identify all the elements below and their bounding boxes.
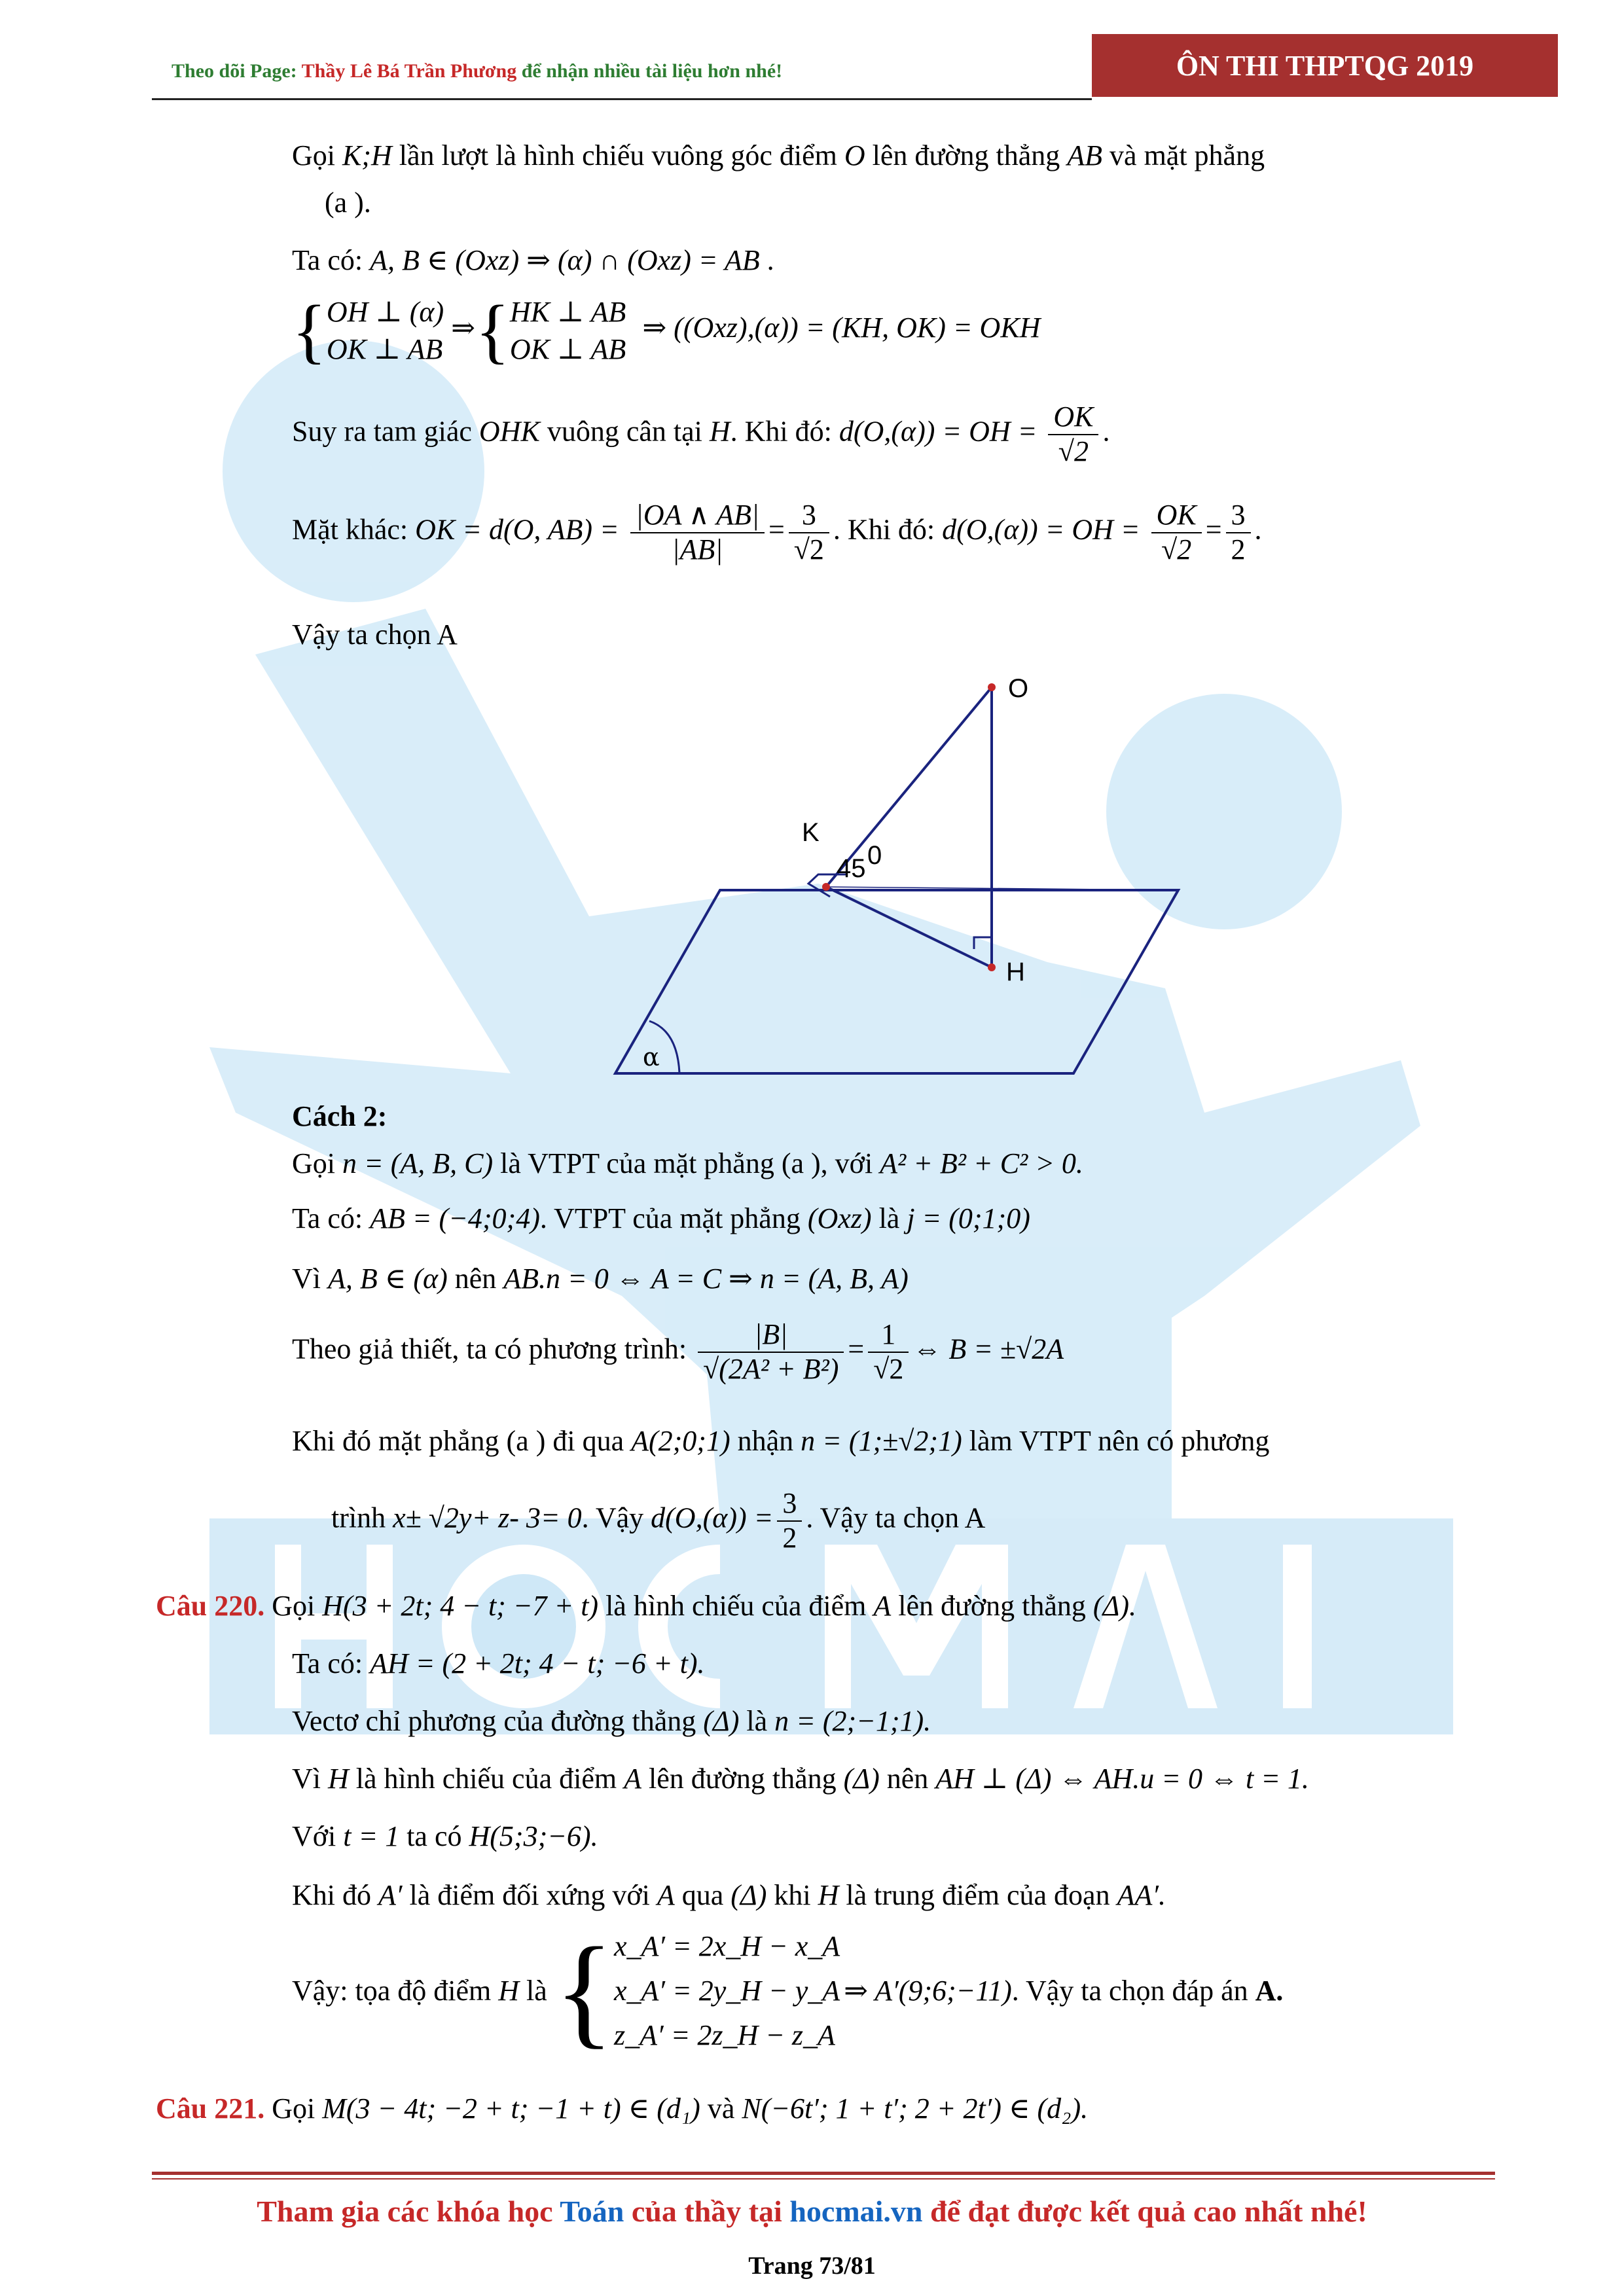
- label-k: K: [802, 818, 820, 847]
- question-220-line-3: Vectơ chỉ phương của đường thẳng (Δ) là n = (2;−1;1).: [292, 1705, 931, 1737]
- follow-suffix: để nhận nhiều tài liệu hơn nhé!: [516, 60, 783, 82]
- body-line-2: (a ).: [325, 187, 371, 219]
- method-2-heading: Cách 2:: [292, 1100, 388, 1132]
- label-h: H: [1006, 958, 1025, 986]
- body-line-5: Suy ra tam giác OHK vuông cân tại H. Khi đó: d(O,(α)) = OH = $\frac{OK}{√2}$ .: [292, 401, 1110, 467]
- point-k: [822, 883, 830, 891]
- method-2-line-6: trình x± √2y+ z- 3= 0. Vậy d(O,(α)) = $\frac{3}{2}$ . Vậy ta chọn A: [331, 1487, 986, 1554]
- footer-promo: Tham gia các khóa học Toán của thầy tại hocmai.vn để đạt được kết quả cao nhất nhé!: [257, 2195, 1367, 2228]
- question-220-label: Câu 220.: [156, 1590, 265, 1622]
- question-221-line-1: Câu 221. Gọi M(3 − 4t; −2 + t; −1 + t) ∈ (d₁) và N(−6t′; 1 + t′; 2 + 2t′) ∈ (d₂).: [156, 2092, 1089, 2125]
- right-angle-h: [974, 937, 992, 949]
- label-angle: 45: [837, 854, 866, 883]
- body-line-7: Vậy ta chọn A: [292, 619, 458, 651]
- follow-prefix: Theo dõi Page:: [171, 60, 302, 82]
- label-o: O: [1008, 674, 1029, 703]
- point-h: [988, 963, 996, 971]
- footer-divider-thick: [152, 2172, 1495, 2175]
- geometry-figure: [589, 668, 1204, 1086]
- question-220-line-1: Câu 220. Gọi H(3 + 2t; 4 − t; −7 + t) là hình chiếu của điểm A lên đường thẳng (Δ).: [156, 1590, 1137, 1622]
- perpendicular-system: {OH ⊥ (α) OK ⊥ AB ⇒{HK ⊥ AB OK ⊥ AB ⇒ ((Oxz),(α)) = (KH, OK) = OKH: [292, 291, 1041, 371]
- method-2-line-4: Theo giả thiết, ta có phương trình: $\frac{|B|}{\text{√(2A² + B²)}}$ = $\frac{1}{√2}$ ⇔ B = ±√2A: [292, 1318, 1064, 1385]
- method-2-line-3: Vì A, B ∈ (α) nên AB.n = 0 ⇔ A = C ⇒ n = (A, B, A): [292, 1263, 909, 1295]
- body-line-1: Gọi K;H lần lượt là hình chiếu vuông góc điểm O lên đường thẳng AB và mặt phẳng: [292, 139, 1265, 171]
- exam-title-badge: ÔN THI THPTQG 2019: [1092, 34, 1558, 97]
- line-kh: [826, 887, 992, 967]
- body-line-6: Mặt khác: OK = d(O, AB) = $\frac{|OA \wedge AB|}{|AB|}$ = $\frac{3}{√2}$ . Khi đó: d(O,(α)) = OH = $\frac{OK}{√2}$ = $\frac{3}{2}$ .: [292, 499, 1262, 565]
- question-220-line-2: Ta có: AH = (2 + 2t; 4 − t; −6 + t).: [292, 1647, 705, 1679]
- method-2-line-5: Khi đó mặt phẳng (a ) đi qua A(2;0;1) nhận n = (1;±√2;1) làm VTPT nên có phương: [292, 1425, 1270, 1457]
- body-line-3: Ta có: A, B ∈ (Oxz) ⇒ (α) ∩ (Oxz) = AB .: [292, 244, 774, 276]
- question-220-line-7: Vậy: tọa độ điểm H là {x_A′ = 2x_H − x_A x_A′ = 2y_H − y_A z_A′ = 2z_H − z_A⇒ A′(9;6;−11). Vậy ta chọn đáp án A.: [292, 1922, 1284, 2060]
- method-2-line-2: Ta có: AB = (−4;0;4). VTPT của mặt phẳng (Oxz) là j = (0;1;0): [292, 1202, 1030, 1234]
- label-angle-deg: 0: [867, 841, 882, 870]
- point-o: [988, 683, 996, 691]
- page-name-link[interactable]: Thầy Lê Bá Trần Phương: [301, 60, 517, 82]
- question-220-line-6: Khi đó A′ là điểm đối xứng với A qua (Δ) khi H là trung điểm của đoạn AA′.: [292, 1879, 1166, 1911]
- plane-alpha: [615, 890, 1178, 1073]
- footer-divider-thin: [152, 2178, 1495, 2179]
- question-220-line-4: Vì H là hình chiếu của điểm A lên đường thẳng (Δ) nên AH ⊥ (Δ) ⇔ AH.u = 0 ⇔ t = 1.: [292, 1763, 1309, 1795]
- method-2-line-1: Gọi n = (A, B, C) là VTPT của mặt phẳng (a ), với A² + B² + C² > 0.: [292, 1147, 1083, 1179]
- hocmai-link[interactable]: hocmai.vn: [789, 2195, 923, 2228]
- header-follow-text: [171, 60, 782, 82]
- question-220-line-5: Với t = 1 ta có H(5;3;−6).: [292, 1820, 598, 1852]
- question-221-label: Câu 221.: [156, 2092, 265, 2125]
- label-alpha: α: [643, 1043, 660, 1071]
- page-number: Trang 73/81: [748, 2252, 876, 2280]
- header-divider: [152, 98, 1092, 100]
